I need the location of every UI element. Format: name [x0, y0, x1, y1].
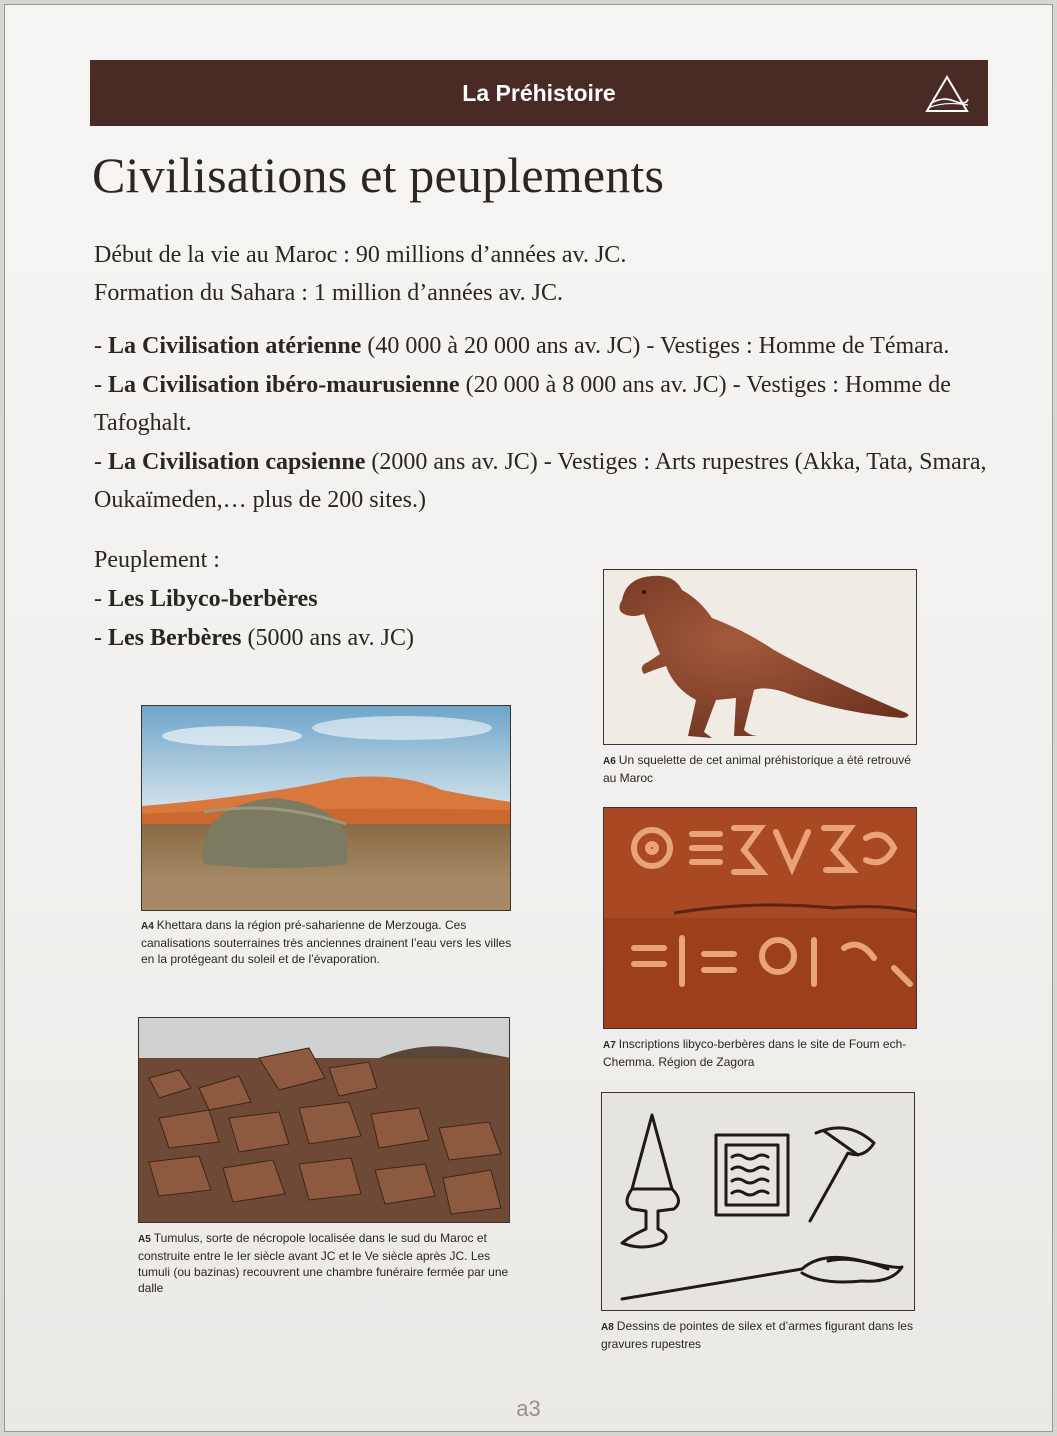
civilisation-item: - La Civilisation capsienne (2000 ans av. JC) - Vestiges : Arts rupestres (Akka, Tata, Smara, Oukaïmeden,… plus de 200 sites.)	[94, 449, 987, 513]
section-header-bar	[90, 60, 988, 126]
caption-a4: A4 Khettara dans la région pré-saharienne de Merzouga. Ces canalisations souterraines très anciennes drainent l’eau vers les villes en la protégeant du soleil et de l’évaporation.	[141, 918, 512, 966]
caption-a5: A5 Tumulus, sorte de nécropole localisée dans le sud du Maroc et construite entre le Ier siècle avant JC et le Ve siècle après JC. Les tumuli (ou bazinas) recouvrent une chambre funéraire fermée par une dalle	[138, 1231, 509, 1295]
peuplement-section	[94, 541, 414, 658]
peuplement-item: - Les Berbères (5000 ans av. JC)	[94, 625, 414, 651]
silex-drawings-illustration	[601, 1092, 915, 1311]
intro-line: Début de la vie au Maroc : 90 millions d’années av. JC.	[94, 242, 627, 268]
caption-a6: A6 Un squelette de cet animal préhistorique a été retrouvé au Maroc	[603, 753, 911, 785]
intro-line: Formation du Sahara : 1 million d’années av. JC.	[94, 280, 564, 306]
caption-a8: A8 Dessins de pointes de silex et d’armes figurant dans les gravures rupestres	[601, 1319, 913, 1351]
page-number: a3	[516, 1396, 541, 1421]
caption-a7: A7 Inscriptions libyco-berbères dans le site de Foum ech-Chemma. Région de Zagora	[603, 1037, 907, 1069]
section-title: La Préhistoire	[462, 80, 616, 106]
civilisation-item: - La Civilisation atérienne (40 000 à 20 000 ans av. JC) - Vestiges : Homme de Témara.	[94, 333, 950, 359]
tumulus-photo	[138, 1017, 510, 1223]
intro-text	[94, 236, 626, 312]
mountain-triangle-logo-icon	[924, 74, 970, 114]
dinosaur-photo	[603, 569, 917, 745]
inscriptions-photo	[603, 807, 917, 1029]
civilisation-item: - La Civilisation ibéro-maurusienne (20 000 à 8 000 ans av. JC) - Vestiges : Homme de Tafoghalt.	[94, 372, 951, 436]
civilisations-list	[94, 327, 994, 520]
khettara-photo	[141, 705, 511, 911]
peuplement-item: - Les Libyco-berbères	[94, 586, 318, 612]
peuplement-label: Peuplement :	[94, 547, 220, 573]
page-title: Civilisations et peuplements	[92, 147, 665, 203]
